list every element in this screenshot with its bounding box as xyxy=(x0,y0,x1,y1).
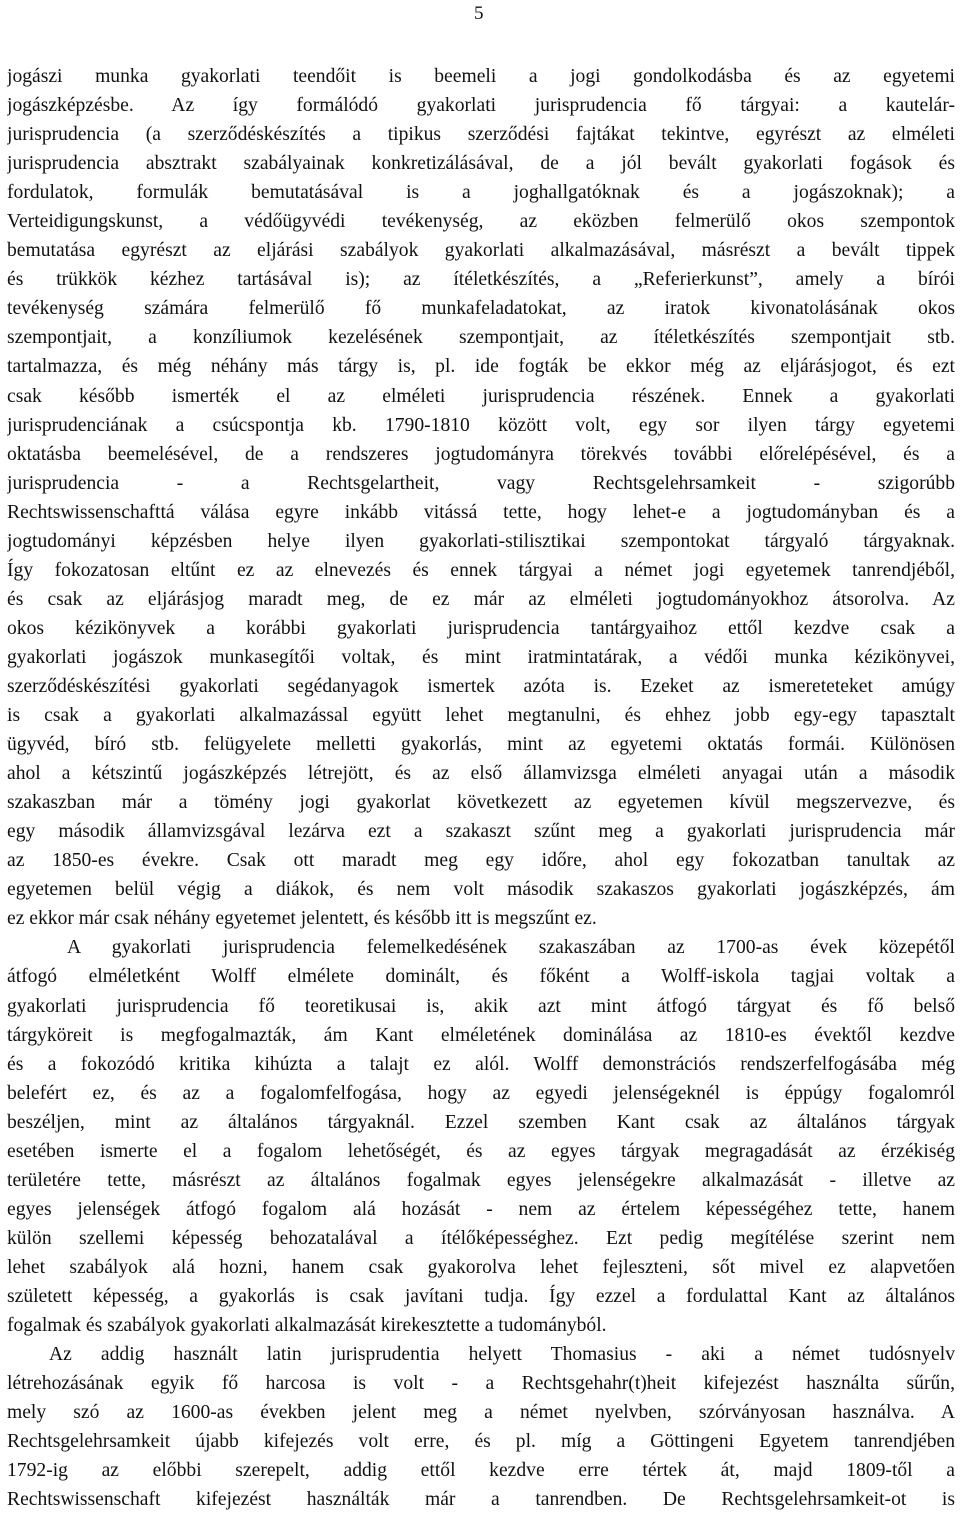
text-line: külön szellemi képesség behozatalával a ítélőképességhez. Ezt pedig megítélése szerint nem xyxy=(7,1227,955,1249)
text-line: és trükkök kézhez tartásával is); az ítéletkészítés, a „Referierkunst”, amely a bírói xyxy=(7,269,955,291)
text-line: ez ekkor már csak néhány egyetemet jelentett, és később itt is megszűnt ez. xyxy=(7,908,597,930)
text-line: mely szó az 1600-as években jelent meg a német nyelvben, szórványosan használva. A xyxy=(7,1402,955,1424)
text-line: jogászi munka gyakorlati teendőit is beemeli a jogi gondolkodásba és az egyetemi xyxy=(7,66,955,87)
page-number: 5 xyxy=(474,3,484,24)
text-line: tevékenység számára felmerülő fő munkafeladatokat, az iratok kivonatolásának okos xyxy=(7,298,955,320)
text-line: 1792-ig az előbbi szerepelt, addig ettől kezdve erre tértek át, majd 1809-től a xyxy=(7,1460,955,1482)
text-line: egyetemen belül végig a diákok, és nem volt második szakaszos gyakorlati jogászképzés, ám xyxy=(7,879,955,901)
text-line: Rechtswissenschaft kifejezést használták már a tanrendben. De Rechtsgelehrsamkeit-ot is xyxy=(7,1489,955,1511)
text-line: az 1850-es évekre. Csak ott maradt meg egy időre, ahol egy fokozatban tanultak az xyxy=(7,850,955,872)
text-line: beszéljen, mint az általános tárgyaknál. Ezzel szemben Kant csak az általános tárgyak xyxy=(7,1111,955,1133)
text-line: szakaszban már a tömény jogi gyakorlat következett az egyetemen kívül megszervezve, és xyxy=(7,792,955,814)
text-line: okos kézikönyvek a korábbi gyakorlati jurisprudencia tantárgyaihoz ettől kezdve csak a xyxy=(7,617,955,639)
text-line: Így fokozatosan eltűnt ez az elnevezés és ennek tárgyai a német jogi egyetemek tanrendjéből, xyxy=(7,559,955,581)
text-line: gyakorlati jurisprudencia fő teoretikusai is, akik azt mint átfogó tárgyat és fő belső xyxy=(7,995,955,1017)
text-line: egyes jelenségek átfogó fogalom alá hozását - nem az értelem képességéhez tette, hanem xyxy=(7,1198,955,1220)
text-line: átfogó elméletként Wolff elmélete dominált, és főként a Wolff-iskola tagjai voltak a xyxy=(7,966,955,988)
text-line: egy második államvizsgával lezárva ezt a szakaszt szűnt meg a gyakorlati jurisprudencia már xyxy=(7,821,955,843)
text-line: tartalmazza, és még néhány más tárgy is, pl. ide fogták be ekkor még az eljárásjogot, és ezt xyxy=(7,356,955,378)
paragraph-first-line: A gyakorlati jurisprudencia felemelkedésének szakaszában az 1700-as évek közepétől xyxy=(67,937,955,959)
text-line: tárgyköreit is megfogalmazták, ám Kant elméletének dominálása az 1810-es évektől kezdve xyxy=(7,1024,955,1046)
text-line: lehet szabályok alá hozni, hanem csak gyakorolva lehet fejleszteni, sőt mivel ez alapvetően xyxy=(7,1256,955,1278)
text-line: jurisprudenciának a csúcspontja kb. 1790-1810 között volt, egy sor ilyen tárgy egyetemi xyxy=(7,414,955,436)
text-line: jurisprudencia absztrakt szabályainak konkretizálásával, de a jól bevált gyakorlati fogások és xyxy=(7,153,955,175)
text-line: bemutatása egyrészt az eljárási szabályok gyakorlati alkalmazásával, másrészt a bevált tippek xyxy=(7,240,955,262)
text-line: gyakorlati jogászok munkasegítői voltak, és mint iratmintatárak, a védői munka kézikönyvei, xyxy=(7,646,955,668)
text-line: szerződéskészítési gyakorlati segédanyagok ismertek azóta is. Ezeket az ismereteteket amúgy xyxy=(7,675,955,697)
text-line: csak később ismerték el az elméleti jurisprudencia részének. Ennek a gyakorlati xyxy=(7,385,955,407)
text-line: jurisprudencia (a szerződéskészítés a tipikus szerződési fajtákat tekintve, egyrészt az elméleti xyxy=(7,124,955,146)
body-text xyxy=(7,62,955,1514)
text-line: és csak az eljárásjog maradt meg, de ez már az elméleti jogtudományokhoz átsorolva. Az xyxy=(7,588,955,610)
text-line: fogalmak és szabályok gyakorlati alkalmazását kirekesztette a tudományból. xyxy=(7,1315,607,1337)
text-line: szempontjait, a konzíliumok kezelésének szempontjait, az ítéletkészítés szempontjait stb. xyxy=(7,327,955,349)
text-line: Rechtswissenschafttá válása egyre inkább vitássá tette, hogy lehet-e a jogtudományban és a xyxy=(7,501,955,523)
text-line: oktatásba beemelésével, de a rendszeres jogtudományra törekvés további előrelépésével, és a xyxy=(7,443,955,465)
text-line: esetében ismerte el a fogalom lehetőségét, és az egyes tárgyak megragadását az érzékiség xyxy=(7,1140,955,1162)
text-line: ügyvéd, bíró stb. felügyelete melletti gyakorlás, mint az egyetemi oktatás formái. Különösen xyxy=(7,734,955,756)
text-line: létrehozásának egyik fő harcosa is volt - a Rechtsgehahr(t)heit kifejezést használta sűrűn, xyxy=(7,1373,955,1395)
text-line: belefért ez, és az a fogalomfelfogása, hogy az egyedi jelenségeknél is éppúgy fogalomról xyxy=(7,1082,955,1104)
text-line: ahol a kétszintű jogászképzés létrejött, és az első államvizsga elméleti anyagai után a második xyxy=(7,763,955,785)
text-line: is csak a gyakorlati alkalmazással együtt lehet megtanulni, és ehhez jobb egy-egy tapasztalt xyxy=(7,705,955,727)
text-line: fordulatok, formulák bemutatásával is a joghallgatóknak és a jogászoknak); a xyxy=(7,182,955,204)
text-line: jogászképzésbe. Az így formálódó gyakorlati jurisprudencia fő tárgyai: a kautelár- xyxy=(7,95,955,117)
text-line: jogtudományi képzésben helye ilyen gyakorlati-stilisztikai szempontokat tárgyaló tárgyaknak. xyxy=(7,530,955,552)
text-line: Verteidigungskunst, a védőügyvédi tevékenység, az eközben felmerülő okos szempontok xyxy=(7,211,955,233)
text-line: Rechtsgelehrsamkeit újabb kifejezés volt erre, és pl. míg a Göttingeni Egyetem tanrendjében xyxy=(7,1431,955,1453)
paragraph-first-line: Az addig használt latin jurisprudentia helyett Thomasius - aki a német tudósnyelv xyxy=(49,1344,955,1366)
text-line: jurisprudencia - a Rechtsgelartheit, vagy Rechtsgelehrsamkeit - szigorúbb xyxy=(7,472,955,494)
text-line: és a fokozódó kritika kihúzta a talajt ez alól. Wolff demonstrációs rendszerfelfogásába még xyxy=(7,1053,955,1075)
text-line: született képesség, a gyakorlás is csak javítani tudja. Így ezzel a fordulattal Kant az általános xyxy=(7,1285,955,1307)
text-line: területére tette, másrészt az általános fogalmak egyes jelenségekre alkalmazását - illetve az xyxy=(7,1169,955,1191)
